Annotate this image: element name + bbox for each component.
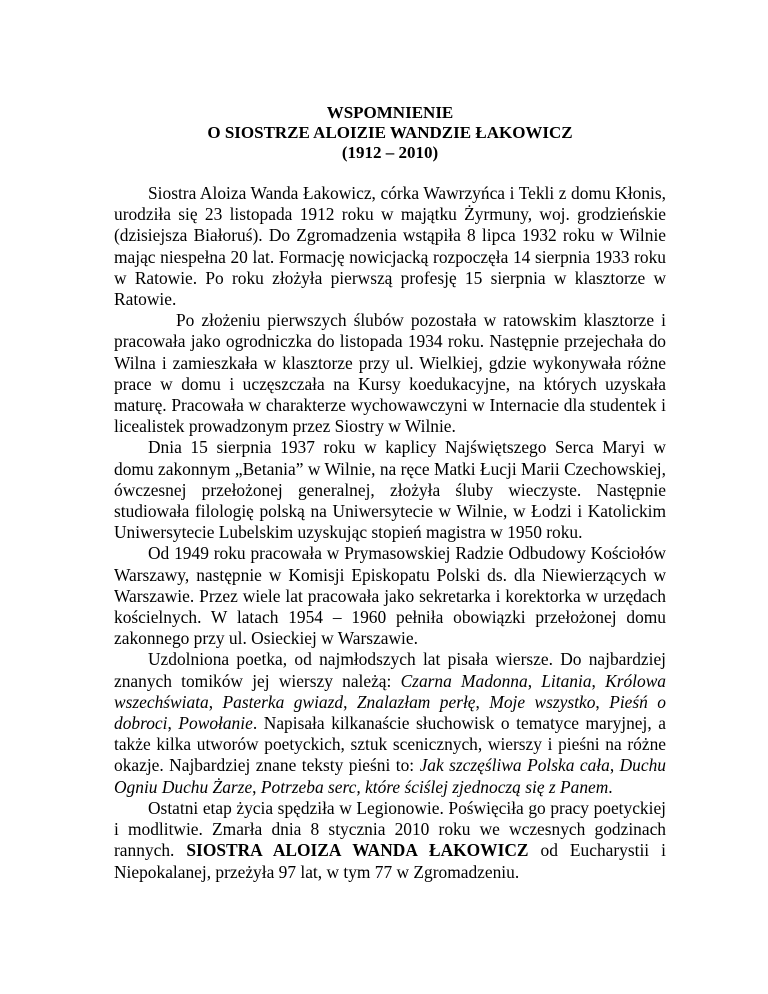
death-outro: od Eucharystii i Niepokalanej, przeżyła 97 lat, w tym 77 w Zgromadzeniu.: [114, 840, 666, 882]
paragraph-birth: Siostra Aloiza Wanda Łakowicz, córka Wawrzyńca i Tekli z domu Kłonis, urodziła się 23 listopada 1912 roku w majątku Żyrmuny, woj. grodzieńskie (dzisiejsza Białoruś). Do Zgromadzenia wstąpiła 8 lipca 1932 roku w Wilnie mając niespełna 20 lat. Formację nowicjacką rozpoczęła 14 sierpnia 1933 roku w Ratowie. Po roku złożyła pierwszą profesję 15 sierpnia w klasztorze w Ratowie.: [114, 183, 666, 310]
poetry-middle: . Napisała kilkanaście słuchowisk o tematyce maryjnej, a także kilka utworów poetyckich, sztuk scenicznych, wierszy i pieśni na różne okazje. Najbardziej znane teksty pieśni to:: [114, 713, 666, 776]
separator: ,: [167, 713, 179, 734]
title-line-3: (1912 – 2010): [341, 143, 439, 162]
paragraph-death: [114, 798, 666, 883]
separator: ,: [591, 670, 606, 691]
volume-title: Litania: [541, 670, 592, 691]
death-intro: Ostatni etap życia spędziła w Legionowie. Poświęciła go pracy poetyckiej i modlitwie. Zmarła dnia 8 stycznia 2010 roku we wczesnych godzinach rannych.: [114, 797, 666, 861]
paragraph-poetry: [114, 649, 666, 797]
separator: ,: [475, 691, 490, 712]
title-line-1: WSPOMNIENIE: [326, 103, 454, 122]
volume-title: Powołanie: [178, 713, 253, 734]
separator: ,: [527, 670, 542, 691]
volume-title: Królowa wszechświata: [114, 670, 666, 712]
separator: ,: [208, 691, 223, 712]
volume-title: Pasterka gwiazd: [222, 691, 344, 712]
title-line-2: O SIOSTRZE ALOIZIE WANDZIE ŁAKOWICZ: [207, 123, 573, 142]
separator: .: [608, 776, 613, 797]
separator: ,: [595, 691, 610, 712]
document-page: [114, 103, 666, 883]
separator: ,: [343, 691, 357, 712]
poetry-intro: Uzdolniona poetka, od najmłodszych lat pisała wiersze. Do najbardziej znanych tomików jej wierszy należą:: [114, 649, 666, 691]
song-title: Potrzeba serc, które ściślej zjednoczą się z Panem: [260, 776, 609, 797]
paragraph-first-vows: Po złożeniu pierwszych ślubów pozostała w ratowskim klasztorze i pracowała jako ogrodniczka do listopada 1934 roku. Następnie przejechała do Wilna i zamieszkała w klasztorze przy ul. Wielkiej, gdzie wykonywała różne prace w domu i uczęszczała na Kursy koedukacyjne, na których uzyskała maturę. Pracowała w charakterze wychowawczyni w Internacie dla studentek i licealistek prowadzonym przez Siostry w Wilnie.: [114, 310, 666, 437]
song-title: Jak szczęśliwa Polska cała: [419, 755, 610, 776]
document-title: [114, 103, 666, 163]
volume-title: Czarna Madonna: [400, 670, 528, 691]
paragraph-work: Od 1949 roku pracowała w Prymasowskiej Radzie Odbudowy Kościołów Warszawy, następnie w Komisji Episkopatu Polski ds. dla Niewierzących w Warszawie. Przez wiele lat pracowała jako sekretarka i korektorka w urzędach kościelnych. W latach 1954 – 1960 pełniła obowiązki przełożonej domu zakonnego przy ul. Osieckiej w Warszawie.: [114, 543, 666, 649]
separator: ,: [252, 776, 261, 797]
volume-title: Moje wszystko: [489, 691, 596, 712]
paragraph-perpetual-vows: Dnia 15 sierpnia 1937 roku w kaplicy Najświętszego Serca Maryi w domu zakonnym „Betania” w Wilnie, na ręce Matki Łucji Marii Czechowskiej, ówczesnej przełożonej generalnej, złożyła śluby wieczyste. Następnie studiowała filologię polską na Uniwersytecie w Wilnie, w Łodzi i Katolickim Uniwersytecie Lubelskim uzyskując stopień magistra w 1950 roku.: [114, 437, 666, 543]
song-title: Duchu Ogniu Duchu Żarze: [114, 755, 666, 797]
document-body: [114, 183, 666, 883]
volume-title: Znalazłam perłę: [356, 691, 476, 712]
separator: ,: [609, 755, 620, 776]
volume-title: Pieśń o dobroci: [114, 691, 667, 734]
sister-name: SIOSTRA ALOIZA WANDA ŁAKOWICZ: [186, 840, 529, 861]
